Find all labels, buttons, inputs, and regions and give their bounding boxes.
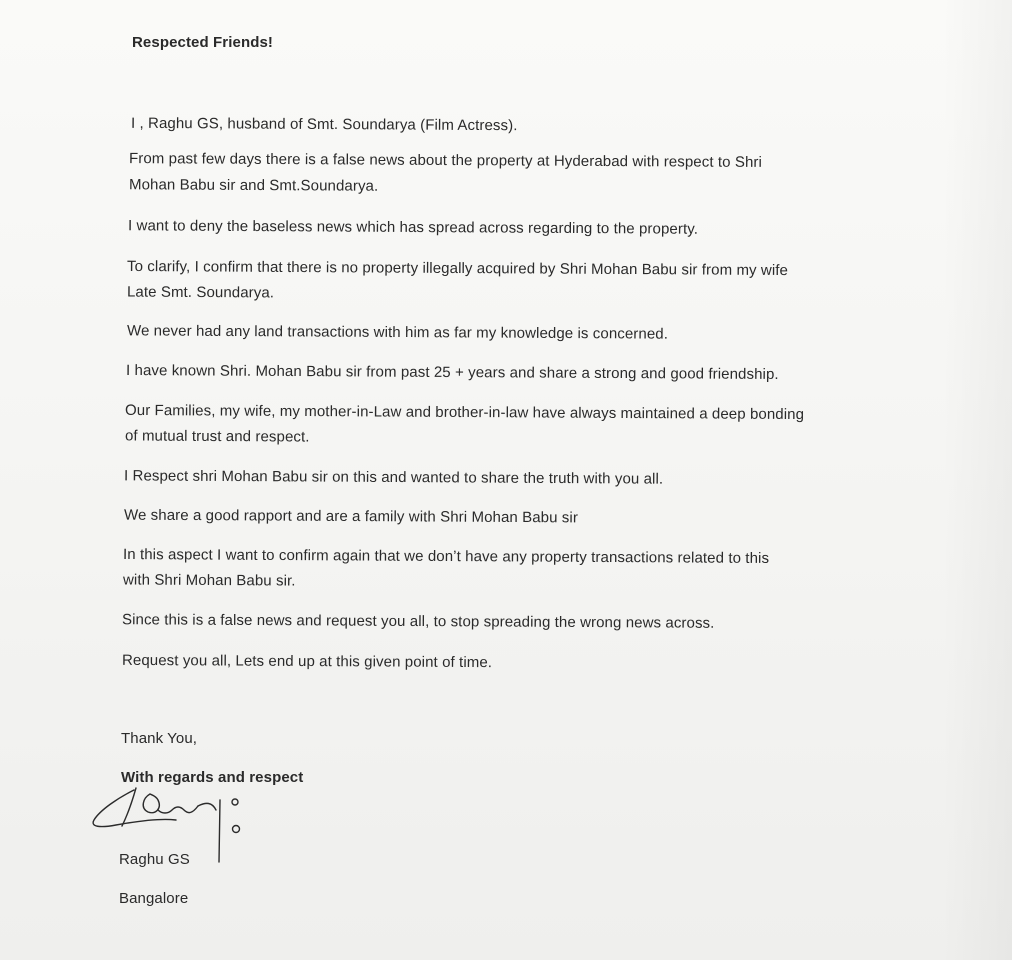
paragraph-line: with Shri Mohan Babu sir.	[122, 571, 296, 590]
paragraph-line: We never had any land transactions with him as far my knowledge is concerned.	[126, 322, 669, 343]
paragraph-line: From past few days there is a false news about the property at Hyderabad with respect to Shri	[128, 150, 763, 171]
paragraph-line: Since this is a false news and request you all, to stop spreading the wrong news across.	[121, 611, 715, 632]
signatory-place: Bangalore	[119, 890, 189, 907]
paragraph-line: Late Smt. Soundarya.	[126, 283, 275, 302]
paragraph-line: of mutual trust and respect.	[124, 427, 310, 446]
paragraph-line: Request you all, Lets end up at this given point of time.	[121, 651, 493, 672]
paragraph-line: To clarify, I confirm that there is no property illegally acquired by Shri Mohan Babu sir from my wife	[126, 257, 789, 280]
paragraph-line: I Respect shri Mohan Babu sir on this and wanted to share the truth with you all.	[123, 467, 664, 488]
paragraph-line: I want to deny the baseless news which has spread across regarding to the property.	[127, 217, 699, 238]
paragraph-line: I have known Shri. Mohan Babu sir from past 25 + years and share a strong and good friendship.	[125, 362, 779, 383]
salutation: Respected Friends!	[132, 34, 274, 51]
closing-thanks: Thank You,	[121, 730, 198, 747]
paragraph-line: We share a good rapport and are a family with Shri Mohan Babu sir	[123, 506, 579, 527]
signatory-name: Raghu GS	[119, 851, 190, 868]
paragraph-line: Mohan Babu sir and Smt.Soundarya.	[128, 176, 379, 195]
closing-regards: With regards and respect	[121, 769, 304, 786]
paragraph-line: I , Raghu GS, husband of Smt. Soundarya (Film Actress).	[130, 114, 518, 135]
paragraph-line: In this aspect I want to confirm again that we don’t have any property transactions related to this	[122, 546, 770, 567]
paragraph-line: Our Families, my wife, my mother-in-Law and brother-in-law have always maintained a deep bonding	[124, 401, 805, 424]
